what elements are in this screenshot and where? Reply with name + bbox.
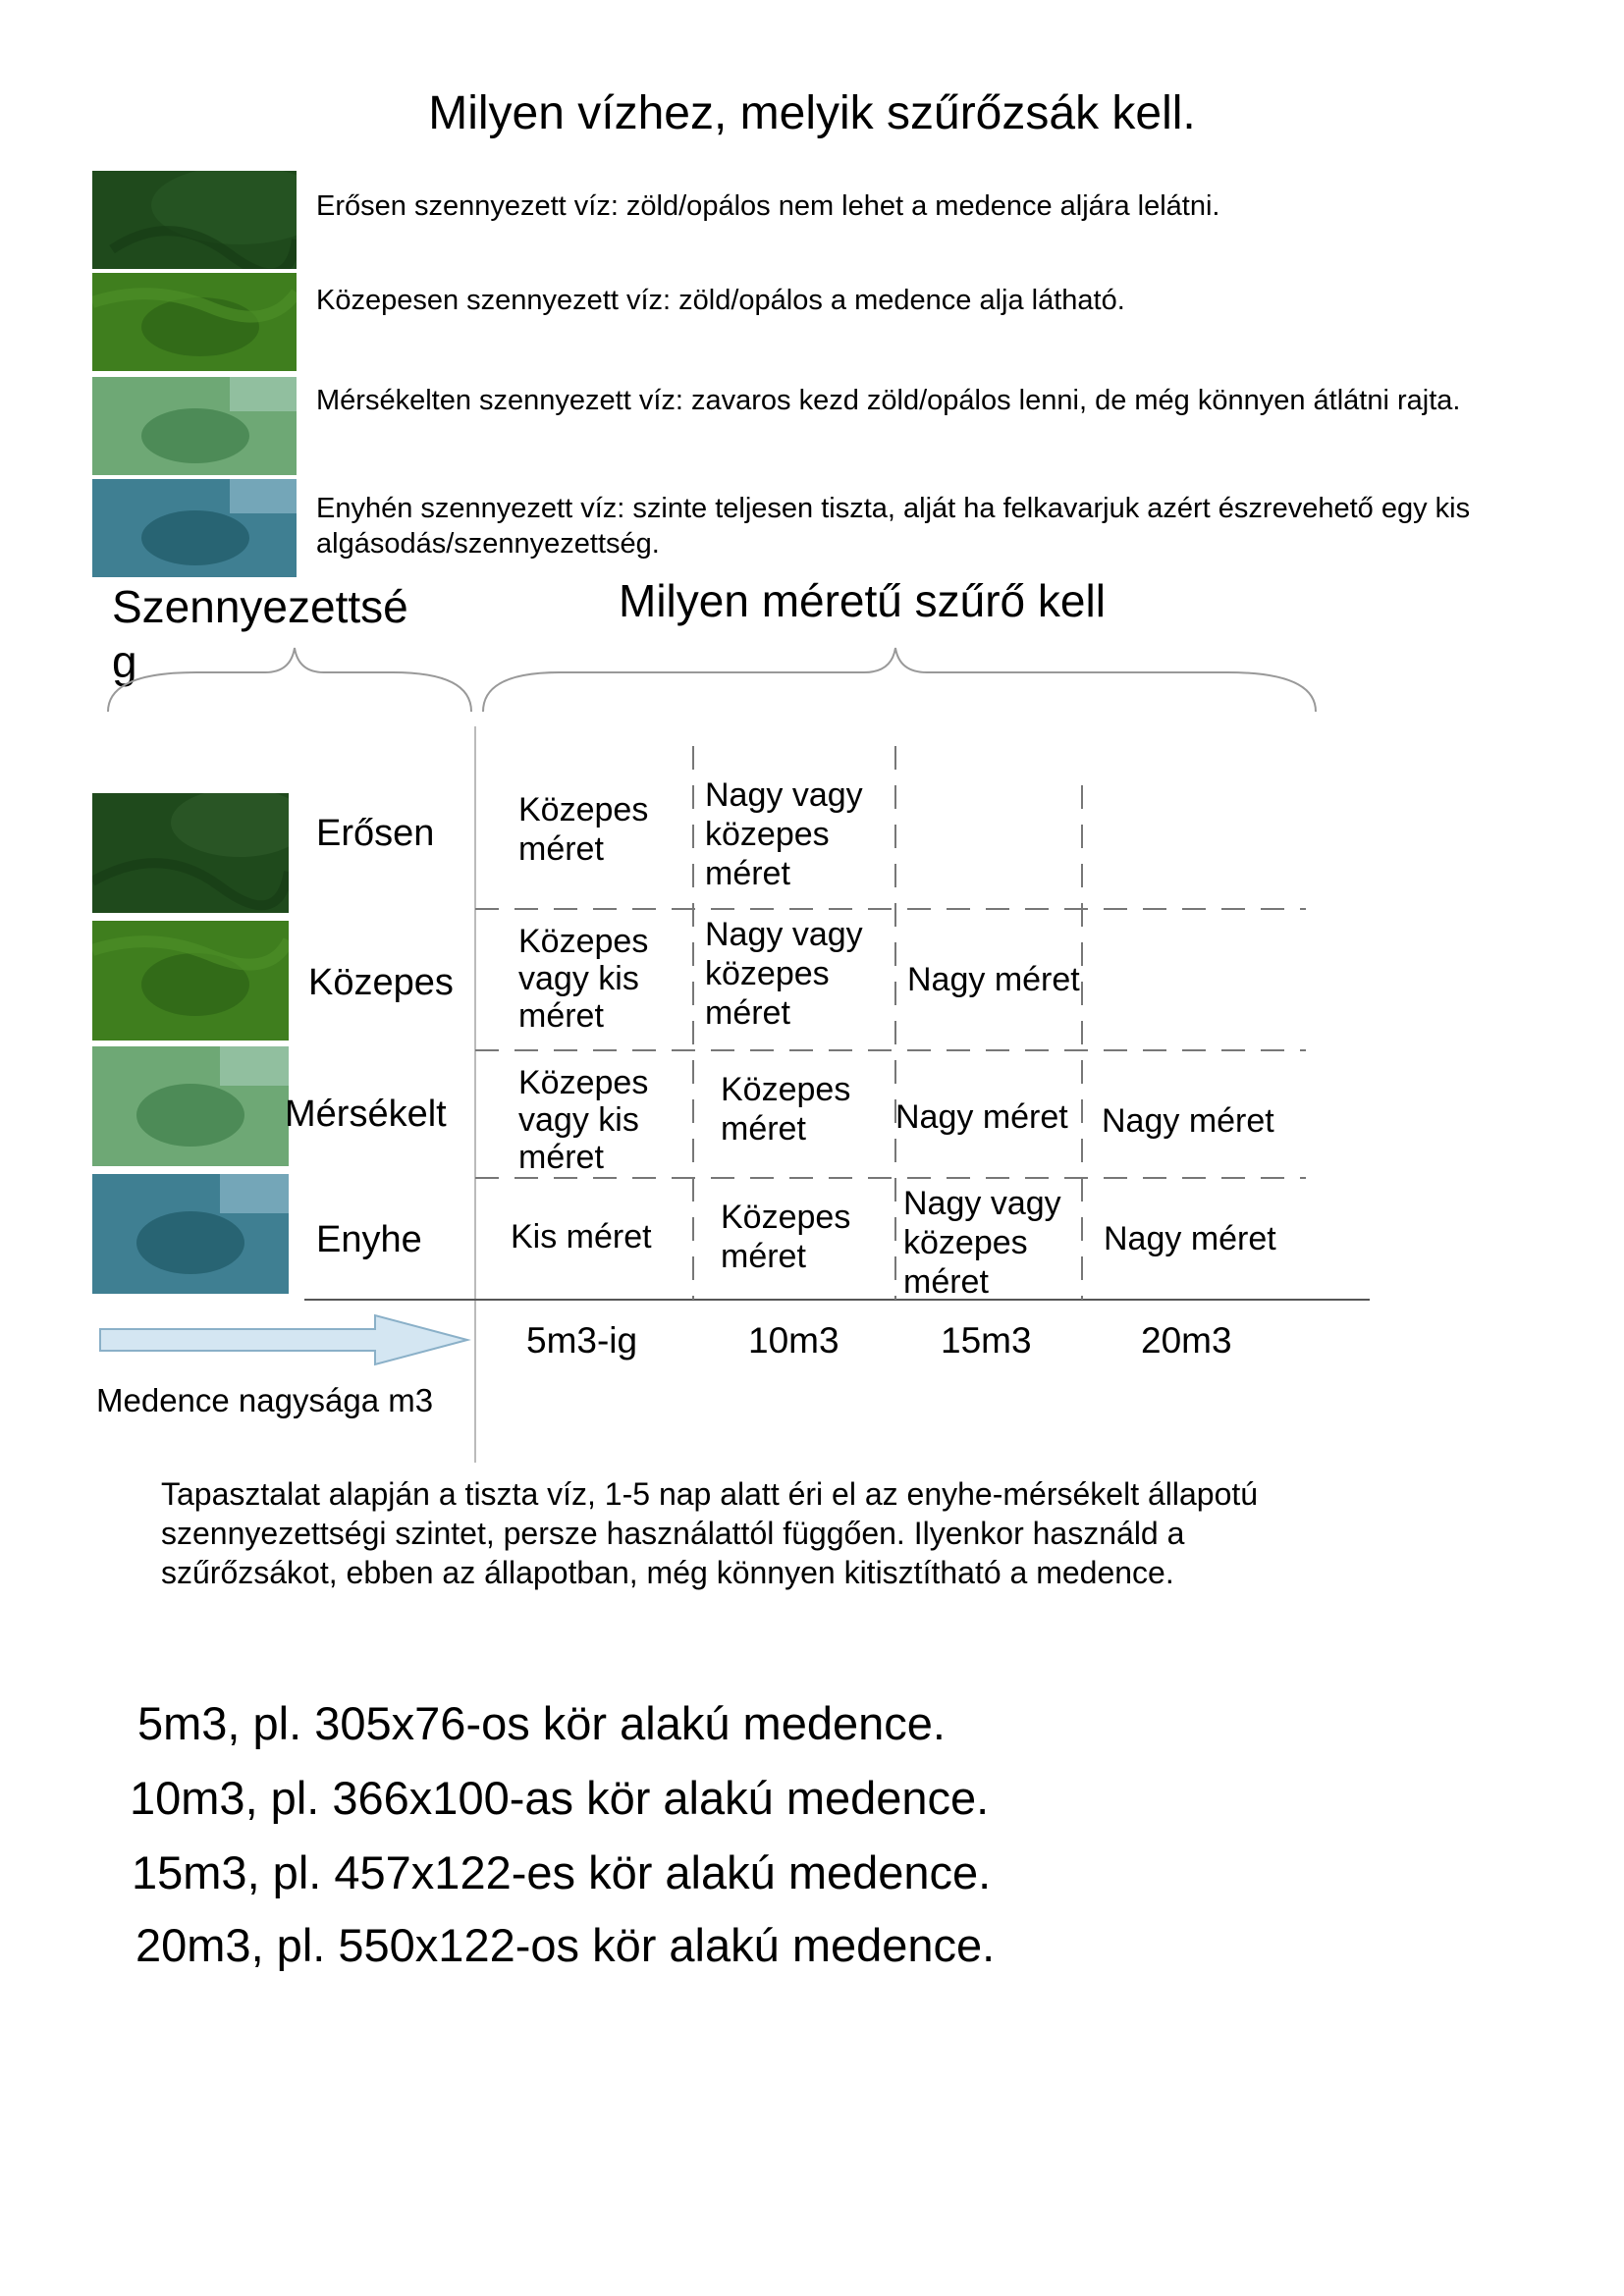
col-header-5m3: 5m3-ig: [526, 1320, 638, 1361]
legend-text-strong: Erősen szennyezett víz: zöld/opálos nem lehet a medence aljára lelátni.: [316, 190, 1220, 222]
row-swatch-moderate: [92, 1046, 289, 1166]
row-label-moderate: Mérsékelt: [285, 1094, 447, 1135]
cell-strong-10m3: Nagy vagy közepes méret: [705, 776, 863, 892]
cell-light-20m3: Nagy méret: [1104, 1220, 1276, 1257]
experience-note: Tapasztalat alapján a tiszta víz, 1-5 nap alatt éri el az enyhe-mérsékelt állapotú szennyezettségi szintet, persze használattól függően. Ilyenkor használd a szűrőzsákot, ebben az állapotban, még könnyen kitisztítható a medence.: [161, 1476, 1259, 1590]
row-label-strong: Erősen: [316, 813, 435, 854]
cell-moderate-15m3: Nagy méret: [895, 1098, 1068, 1136]
cell-medium-15m3: Nagy méret: [907, 961, 1080, 998]
cell-moderate-20m3: Nagy méret: [1102, 1102, 1274, 1140]
cell-strong-5m3: Közepes méret: [518, 791, 649, 868]
col-header-10m3: 10m3: [748, 1320, 839, 1361]
cell-light-15m3: Nagy vagy közepes méret: [903, 1185, 1061, 1301]
example-10m3: 10m3, pl. 366x100-as kör alakú medence.: [130, 1772, 990, 1824]
cell-light-5m3: Kis méret: [511, 1218, 652, 1255]
legend-text-moderate: Mérsékelten szennyezett víz: zavaros kezd zöld/opálos lenni, de még könnyen átlátni rajta.: [316, 385, 1461, 416]
cell-moderate-5m3: Közepes vagy kis méret: [518, 1064, 649, 1176]
cell-medium-5m3: Közepes vagy kis méret: [518, 923, 649, 1035]
row-swatch-medium: [92, 921, 289, 1041]
axis-label: Medence nagysága m3: [96, 1382, 434, 1418]
legend-text-medium: Közepesen szennyezett víz: zöld/opálos a medence alja látható.: [316, 285, 1125, 316]
example-20m3: 20m3, pl. 550x122-os kör alakú medence.: [135, 1919, 996, 1971]
row-label-medium: Közepes: [308, 962, 454, 1003]
example-5m3: 5m3, pl. 305x76-os kör alakú medence.: [137, 1697, 946, 1749]
page-title: Milyen vízhez, melyik szűrőzsák kell.: [428, 87, 1196, 139]
pollution-header: Szennyezettsé g: [112, 581, 408, 687]
right-arrow-icon: [98, 1313, 471, 1366]
row-swatch-light: [92, 1174, 289, 1294]
col-header-15m3: 15m3: [941, 1320, 1032, 1361]
legend-text-light: Enyhén szennyezett víz: szinte teljesen tiszta, alját ha felkavarjuk azért észrevehető egy kis algásodás/szennyezettség.: [316, 493, 1471, 560]
row-swatch-strong: [92, 793, 289, 913]
row-label-light: Enyhe: [316, 1219, 422, 1260]
filter-size-header: Milyen méretű szűrő kell: [619, 575, 1106, 626]
col-header-20m3: 20m3: [1141, 1320, 1232, 1361]
cell-medium-10m3: Nagy vagy közepes méret: [705, 916, 863, 1032]
cell-light-10m3: Közepes méret: [721, 1199, 851, 1275]
example-15m3: 15m3, pl. 457x122-es kör alakú medence.: [132, 1846, 992, 1898]
cell-moderate-10m3: Közepes méret: [721, 1071, 851, 1148]
